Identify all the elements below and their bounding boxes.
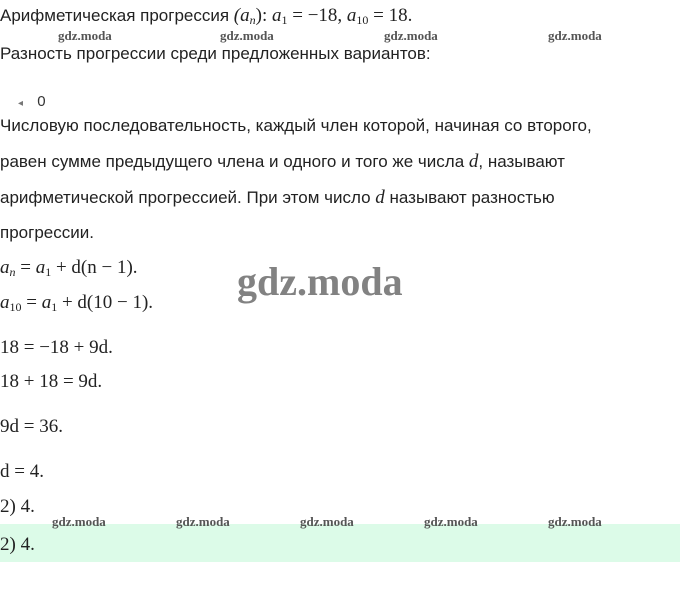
task-line-1 [0, 5, 412, 28]
watermark: gdz.moda [300, 514, 354, 529]
task-intro-text: Арифметическая прогрессия [0, 6, 234, 25]
task-line-2: Разность прогрессии среди предложенных вариантов: [0, 44, 431, 63]
watermark: gdz.moda [58, 28, 112, 43]
watermark: gdz.moda [220, 28, 274, 43]
watermark: gdz.moda [52, 514, 106, 529]
equation-step-3: 9d = 36. [0, 416, 63, 437]
equation-step-1: 18 = −18 + 9d. [0, 337, 113, 358]
cut-arrow-icon: ◂ [18, 98, 24, 109]
formula-general: $a_n = a_1 + d(n - 1)$. [0, 257, 138, 279]
watermark: gdz.moda [548, 514, 602, 529]
equation-result: d = 4. [0, 461, 44, 482]
watermark-large: gdz.moda [237, 259, 403, 304]
watermark: gdz.moda [548, 28, 602, 43]
theory-line-2: равен сумме предыдущего члена и одного и того же числа d, называют [0, 151, 565, 172]
watermark: gdz.moda [176, 514, 230, 529]
equation-step-2: 18 + 18 = 9d. [0, 371, 103, 392]
cut-option [18, 93, 46, 110]
watermark: gdz.moda [424, 514, 478, 529]
theory-line-1: Числовую последовательность, каждый член которой, начиная со второго, [0, 116, 592, 135]
cut-option-value: 0 [37, 93, 46, 110]
answer-highlighted: 2) 4. [0, 534, 35, 555]
theory-line-3: арифметической прогрессией. При этом число d называют разностью [0, 187, 555, 208]
formula-tenth-term: $a_{10} = a_1 + d(10 - 1)$. [0, 292, 154, 314]
watermark: gdz.moda [384, 28, 438, 43]
theory-line-4: прогрессии. [0, 223, 94, 242]
sequence-notation: $(a_n)$: $a_1 = -18$, $a_{10} = 18$. [233, 5, 413, 27]
answer-text: 2) 4. [0, 496, 35, 517]
